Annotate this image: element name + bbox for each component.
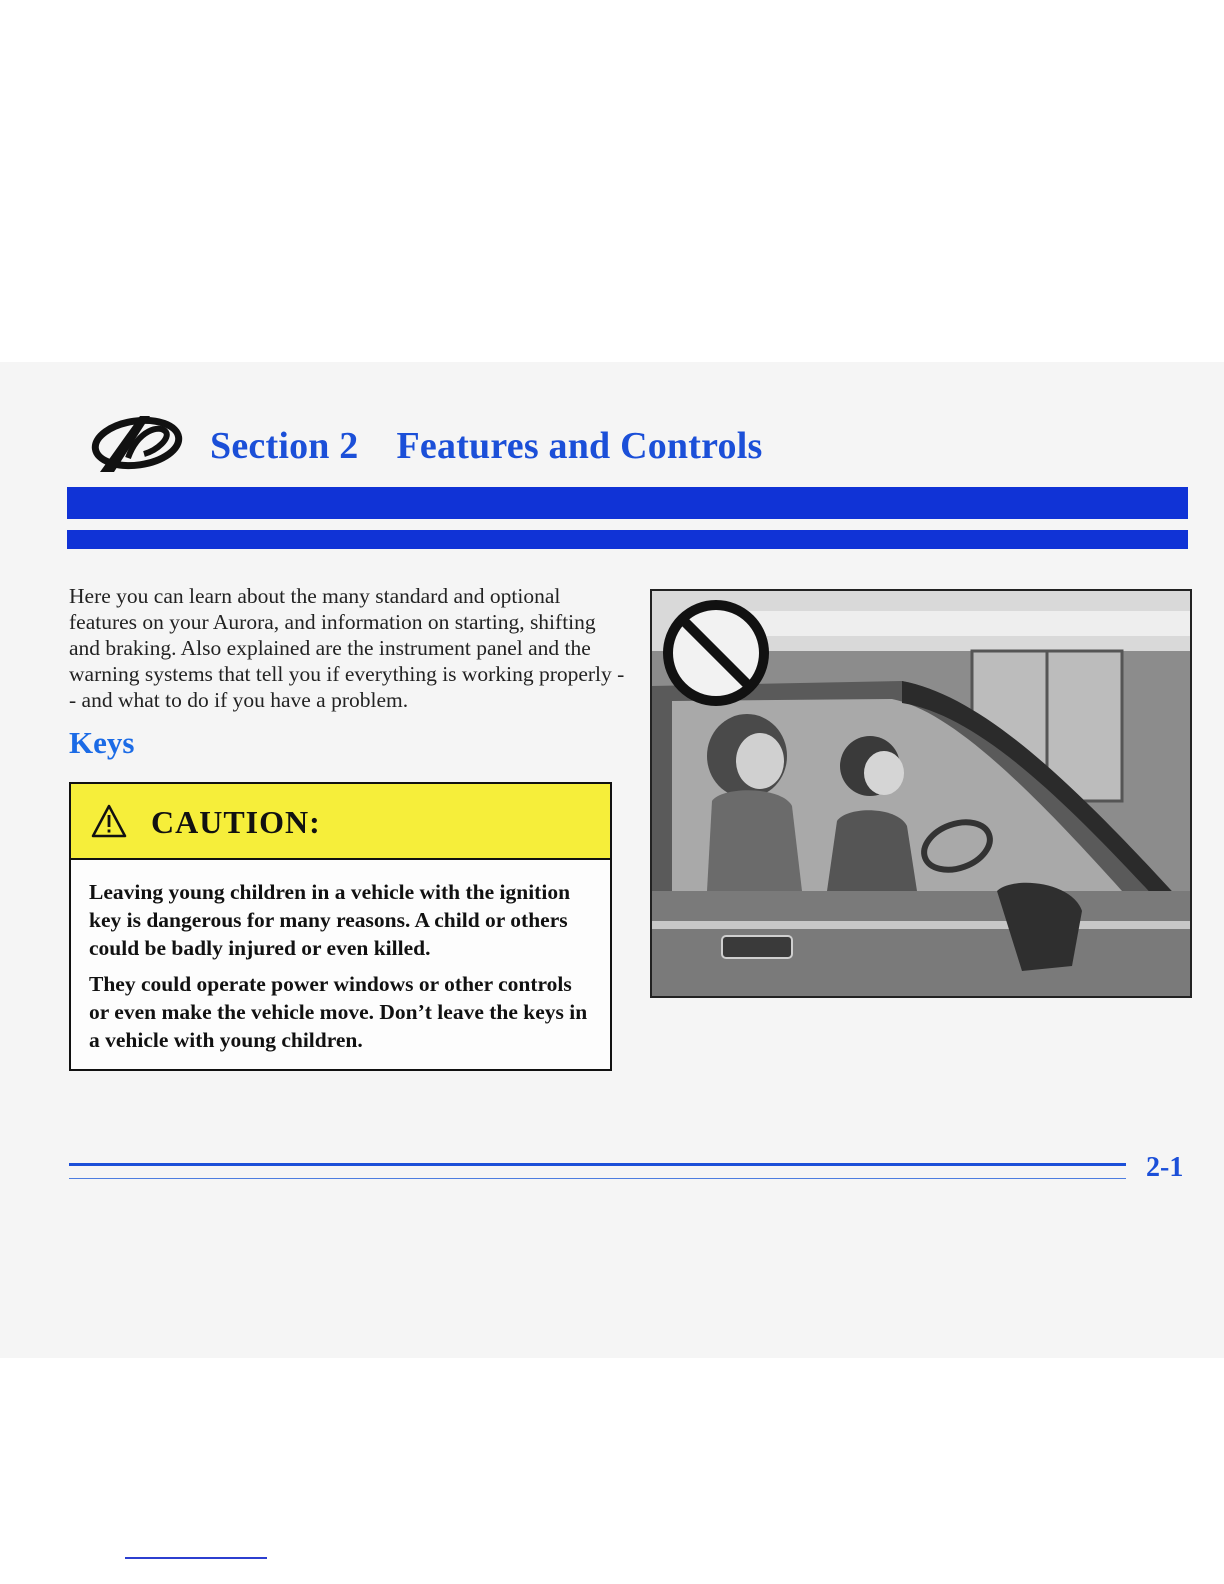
- header-bar-bottom: [67, 530, 1188, 549]
- caution-header: [71, 784, 610, 860]
- intro-paragraph: Here you can learn about the many standard and optional features on your Aurora, and information on starting, shifting and braking. Also explained are the instrument panel and the warning systems that tell you if everything is working properly -- and what to do if you have a problem.: [69, 584, 625, 712]
- bottom-link-rule: [125, 1557, 267, 1559]
- warning-triangle-icon: [91, 804, 127, 838]
- no-symbol-icon: [668, 605, 764, 701]
- children-in-car-illustration: [650, 589, 1192, 998]
- page-number: 2-1: [1146, 1152, 1184, 1183]
- oldsmobile-rocket-emblem-icon: [80, 410, 190, 480]
- caution-paragraph-2: They could operate power windows or other controls or even make the vehicle move. Don’t leave the keys in a vehicle with young children.: [89, 972, 588, 1052]
- illustration-drawing: [652, 591, 1190, 996]
- caution-box: [69, 782, 612, 1071]
- caution-label: CAUTION:: [151, 804, 321, 840]
- caution-body: [71, 860, 610, 1054]
- section-name: Features and Controls: [396, 425, 763, 467]
- footer-rule-thick: [69, 1163, 1126, 1166]
- footer-rule-thin: [69, 1178, 1126, 1179]
- keys-heading: Keys: [69, 725, 135, 760]
- header-bar-top: [67, 487, 1188, 519]
- caution-paragraph-1: Leaving young children in a vehicle with the ignition key is dangerous for many reasons. A child or others could be badly injured or even killed.: [89, 880, 571, 960]
- page-title: [210, 424, 762, 468]
- section-label: Section 2: [210, 425, 359, 467]
